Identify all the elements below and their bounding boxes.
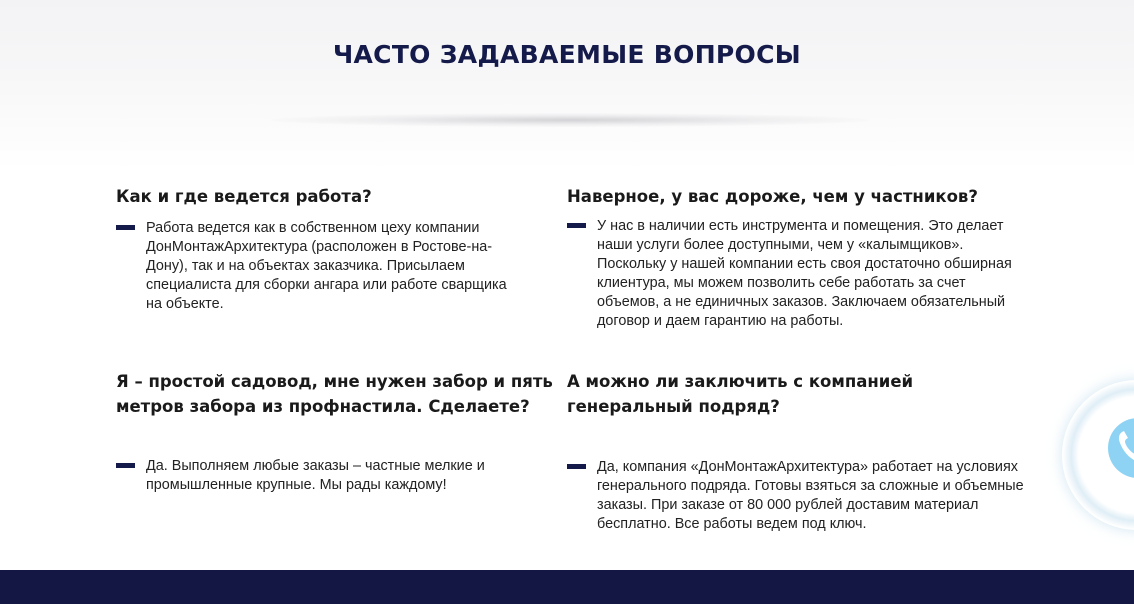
faq-answer: У нас в наличии есть инструмента и помещения. Это делает наши услуги более доступными, чем у «калымщиков». Поскольку у нашей компании есть своя достаточно обширная клиентура, мы можем позволить себе работать за счет объемов, а не единичных заказов. Заключаем обязательный договор и даем гарантию на работы. bbox=[597, 218, 1012, 329]
page-title: ЧАСТО ЗАДАВАЕМЫЕ ВОПРОСЫ bbox=[333, 40, 801, 69]
faq-item bbox=[116, 184, 556, 314]
title-underline-shadow bbox=[270, 113, 870, 127]
faq-question: А можно ли заключить с компанией генеральный подряд? bbox=[567, 372, 914, 416]
header-background bbox=[0, 0, 1134, 170]
faq-item bbox=[116, 369, 556, 495]
faq-answer-block bbox=[567, 458, 1027, 534]
dash-bullet-icon bbox=[567, 464, 586, 469]
dash-bullet-icon bbox=[116, 463, 135, 468]
faq-answer-block bbox=[116, 219, 526, 314]
faq-item bbox=[567, 369, 1037, 534]
footer-band bbox=[0, 570, 1134, 604]
faq-answer: Да. Выполняем любые заказы – частные мелкие и промышленные крупные. Мы рады каждому! bbox=[146, 458, 485, 493]
phone-icon bbox=[1116, 428, 1134, 464]
faq-answer: Работа ведется как в собственном цеху компании ДонМонтажАрхитектура (расположен в Ростове-на-Дону), так и на объектах заказчика. Присылаем специалиста для сборки ангара или работе сварщика на объекте. bbox=[146, 220, 507, 312]
faq-question: Я – простой садовод, мне нужен забор и пять метров забора из профнастила. Сделаете? bbox=[116, 372, 553, 416]
dash-bullet-icon bbox=[116, 225, 135, 230]
faq-question: Наверное, у вас дороже, чем у частников? bbox=[567, 187, 978, 206]
faq-answer: Да, компания «ДонМонтажАрхитектура» работает на условиях генерального подряда. Готовы взяться за сложные и объемные заказы. При заказе от 80 000 рублей доставим материал бесплатно. Все работы ведем под ключ. bbox=[597, 459, 1024, 532]
dash-bullet-icon bbox=[567, 223, 586, 228]
faq-answer-block bbox=[116, 457, 526, 495]
faq-item bbox=[567, 184, 1037, 331]
faq-answer-block bbox=[567, 217, 1017, 331]
faq-question: Как и где ведется работа? bbox=[116, 187, 372, 206]
